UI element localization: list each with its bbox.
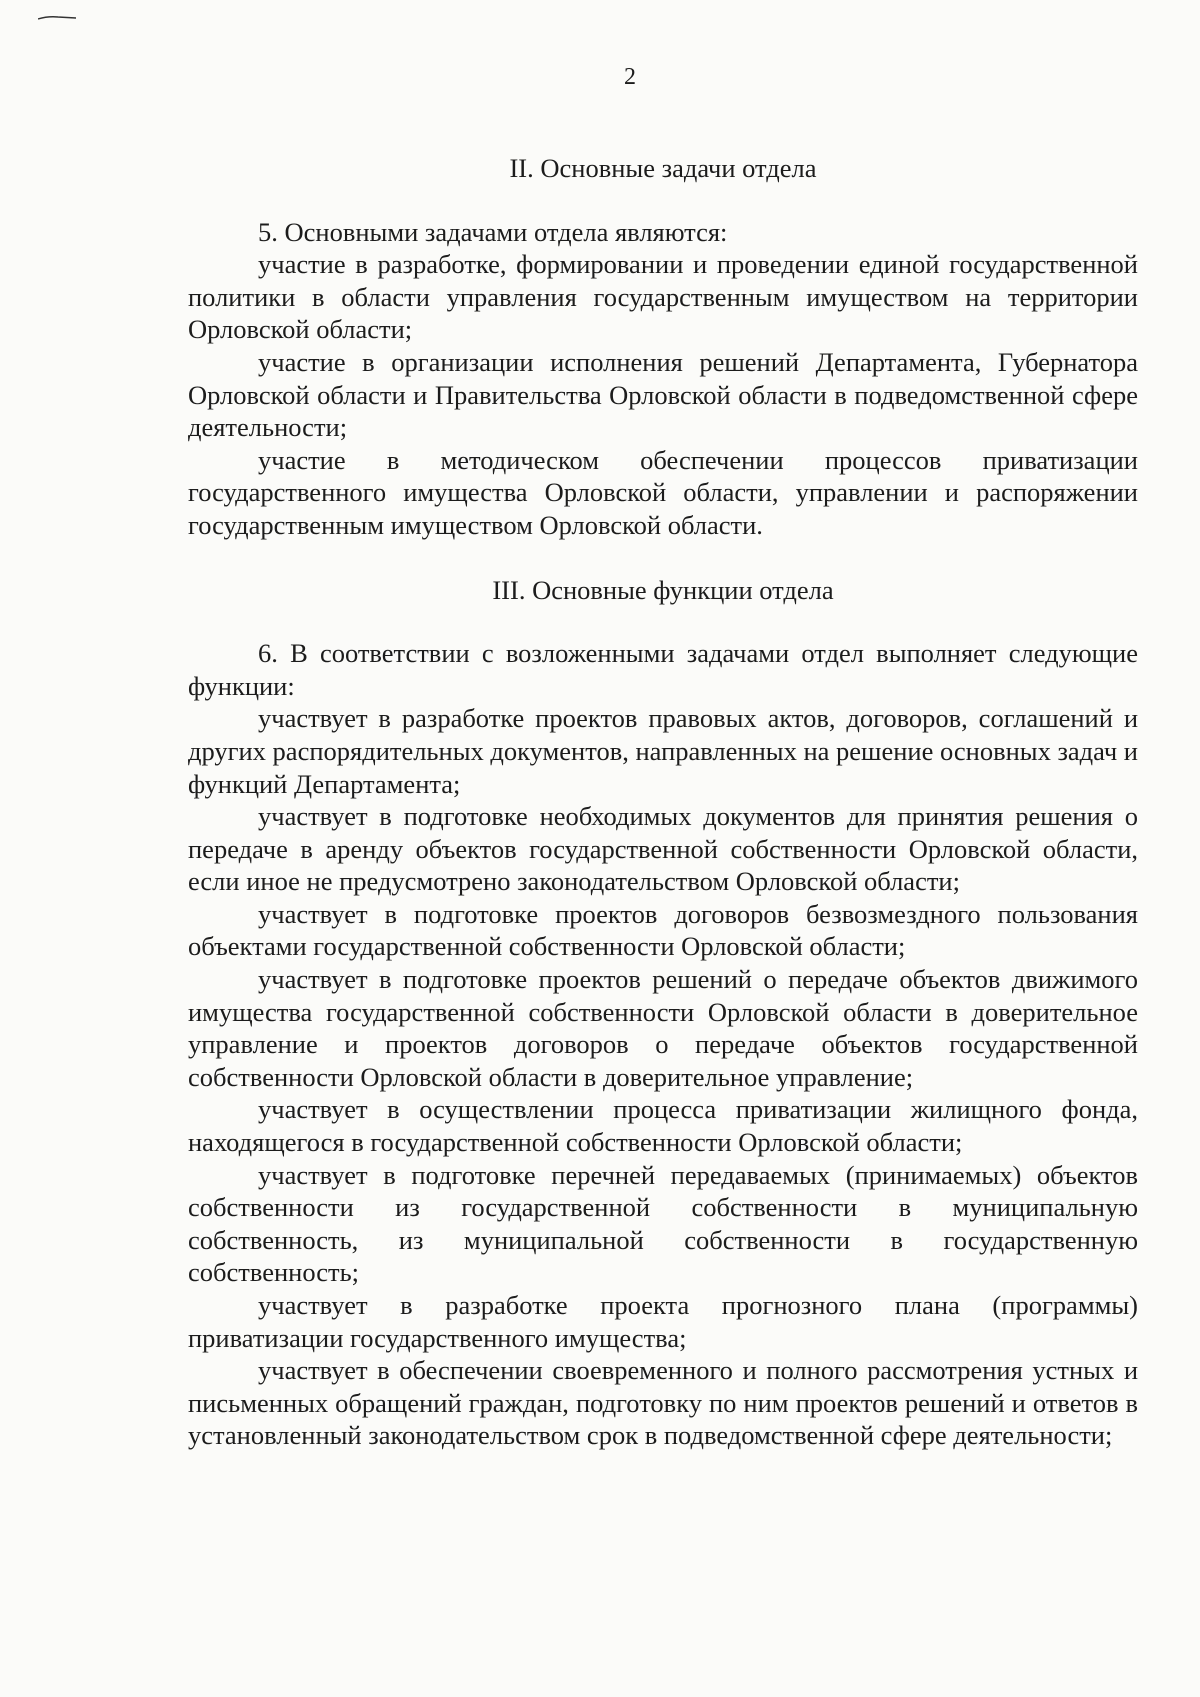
- paragraph-5-intro: 5. Основными задачами отдела являются:: [258, 216, 728, 247]
- list-item: участие в разработке, формировании и проведении единой государственной политики в области управления государственным имуществом на территории Орловской области;: [188, 249, 1138, 345]
- list-item: участвует в осуществлении процесса приватизации жилищного фонда, находящегося в государственной собственности Орловской области;: [188, 1094, 1138, 1158]
- section-heading-tasks: II. Основные задачи отдела: [509, 153, 817, 183]
- paragraph-6-intro: 6. В соответствии с возложенными задачами отдел выполняет следующие функции:: [188, 638, 1138, 701]
- list-item: участие в методическом обеспечении процессов приватизации государственного имущества Орловской области, управлении и распоряжении государственным имуществом Орловской области.: [188, 444, 1138, 540]
- document-body: [188, 152, 1138, 1452]
- list-item: участвует в разработке проектов правовых актов, договоров, соглашений и других распорядительных документов, направленных на решение основных задач и функций Департамента;: [188, 703, 1138, 799]
- list-item: участвует в подготовке перечней передаваемых (принимаемых) объектов собственности из государственной собственности в муниципальную собственность, из муниципальной собственности в государственную собственность;: [188, 1159, 1138, 1288]
- section-heading-functions: III. Основные функции отдела: [492, 574, 834, 605]
- list-item: участвует в подготовке необходимых документов для принятия решения о передаче в аренду объектов государственной собственности Орловской области, если иное не предусмотрено законодательством Орловской области;: [188, 801, 1138, 897]
- list-item: участвует в разработке проекта прогнозного плана (программы) приватизации государственного имущества;: [188, 1290, 1138, 1353]
- list-item: участвует в подготовке проектов решений о передаче объектов движимого имущества государственной собственности Орловской области в доверительное управление и проектов договоров о передаче объектов государственной собственности Орловской области в доверительное управление;: [188, 964, 1138, 1092]
- list-item: участвует в обеспечении своевременного и полного рассмотрения устных и письменных обращений граждан, подготовку по ним проектов решений и ответов в установленный законодательством срок в подведомственной сфере деятельности;: [188, 1355, 1138, 1451]
- list-item: участие в организации исполнения решений Департамента, Губернатора Орловской области и Правительства Орловской области в подведомственной сфере деятельности;: [188, 346, 1138, 443]
- scan-mark: [38, 16, 76, 20]
- list-item: участвует в подготовке проектов договоров безвозмездного пользования объектами государственной собственности Орловской области;: [188, 898, 1138, 962]
- page-number: 2: [624, 64, 636, 90]
